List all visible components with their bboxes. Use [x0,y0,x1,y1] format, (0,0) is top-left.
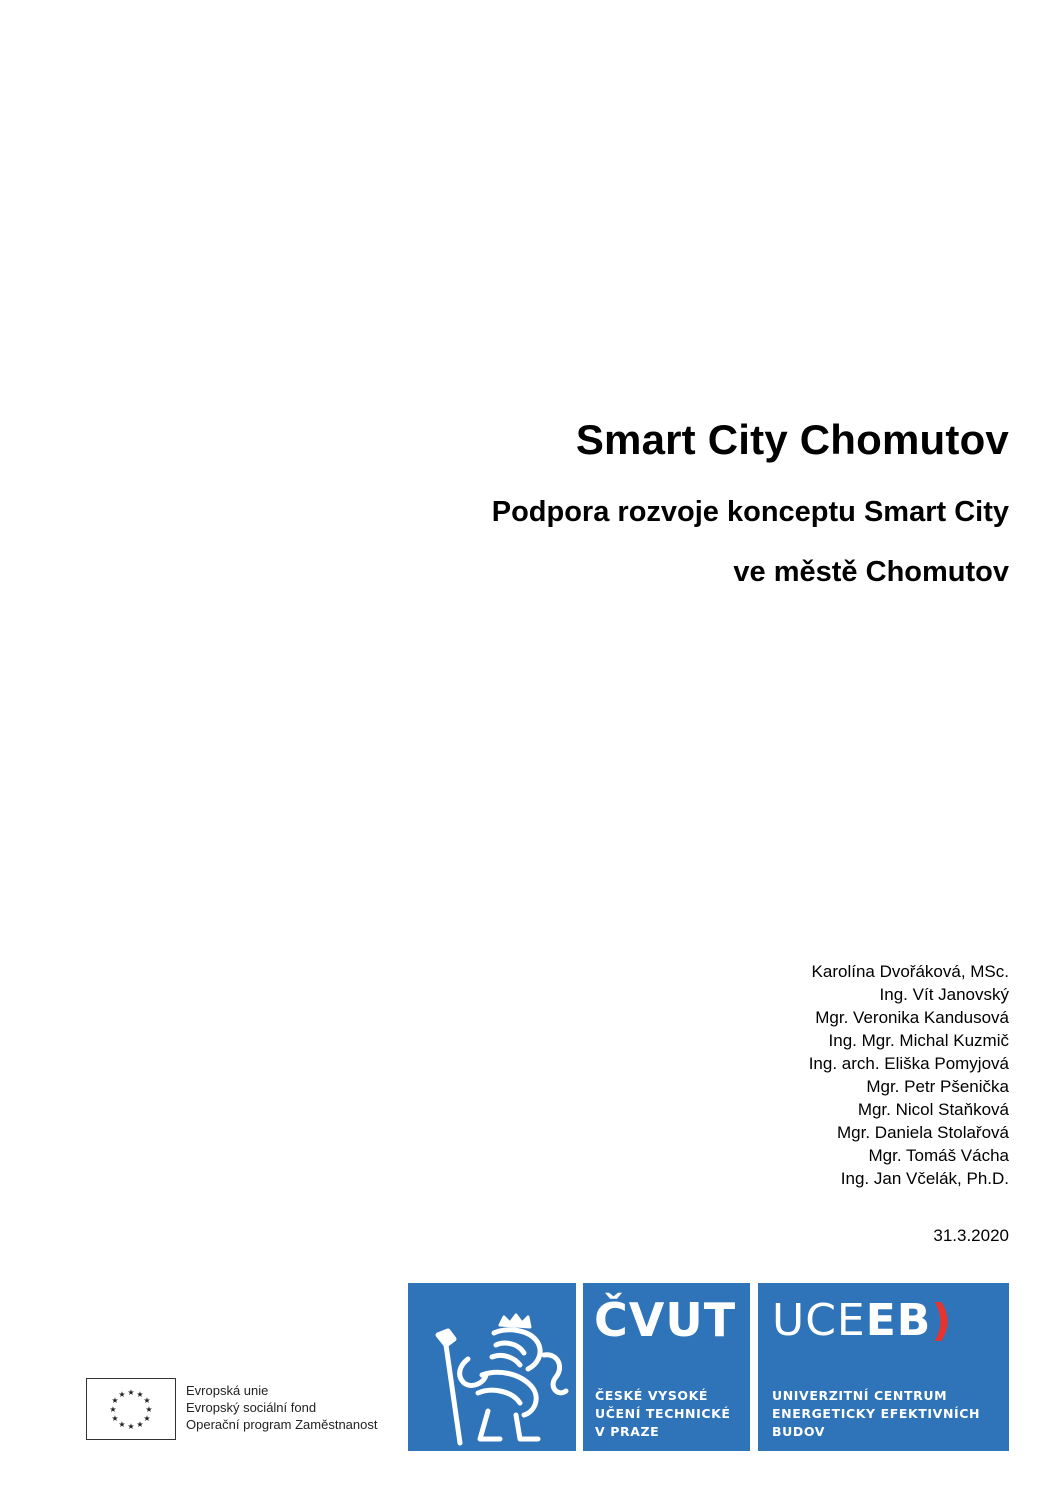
svg-text:★: ★ [136,1420,144,1429]
eu-text [186,1382,377,1433]
eu-line-2: Evropský sociální fond [186,1400,317,1415]
subtitle-line-1: Podpora rozvoje konceptu Smart City [491,496,1009,528]
eu-flag-icon [86,1378,176,1440]
document-date: 31.3.2020 [933,1226,1009,1245]
author: Ing. Jan Včelák, Ph.D. [840,1169,1009,1188]
svg-text:★: ★ [127,1422,135,1431]
author: Mgr. Veronika Kandusová [815,1008,1009,1027]
author: Ing. Mgr. Michal Kuzmič [828,1031,1009,1050]
svg-text:★: ★ [136,1390,144,1399]
document-subtitle [492,482,1009,602]
subtitle-line-2: ve městě Chomutov [733,556,1009,588]
uceeb-line-1: UNIVERZITNÍ CENTRUM [772,1388,948,1403]
author: Ing. arch. Eliška Pomyjová [808,1054,1009,1073]
svg-text:★: ★ [111,1414,119,1423]
author: Mgr. Nicol Staňková [857,1100,1009,1119]
author: Mgr. Daniela Stolařová [837,1123,1009,1142]
svg-text:★: ★ [145,1405,153,1414]
uceeb-word-thin: UCE [772,1295,866,1346]
cvut-lion-logo [408,1283,576,1451]
title-block [492,410,1009,602]
cvut-line-2: UČENÍ TECHNICKÉ [595,1406,731,1421]
uceeb-wordmark [772,1295,952,1346]
author: Karolína Dvořáková, MSc. [811,962,1009,981]
eu-logo [86,1378,406,1442]
svg-text:★: ★ [109,1405,117,1414]
eu-line-3: Operační program Zaměstnanost [186,1417,378,1432]
uceeb-full-name [772,1387,980,1441]
uceeb-paren: ) [931,1295,953,1346]
svg-text:★: ★ [111,1396,119,1405]
eu-line-1: Evropská unie [186,1383,269,1398]
uceeb-word-bold: EB [865,1295,932,1346]
author: Mgr. Petr Pšenička [866,1077,1009,1096]
document-title: Smart City Chomutov [575,416,1009,463]
cvut-line-1: ČESKÉ VYSOKÉ [595,1388,709,1403]
author: Mgr. Tomáš Vácha [868,1146,1009,1165]
svg-text:★: ★ [127,1388,135,1397]
uceeb-logo [758,1283,1009,1451]
author-list [809,960,1009,1190]
uceeb-line-3: BUDOV [772,1424,826,1439]
svg-text:★: ★ [143,1396,151,1405]
author: Ing. Vít Janovský [879,985,1009,1004]
svg-text:★: ★ [143,1414,151,1423]
svg-text:★: ★ [118,1420,126,1429]
cvut-full-name [595,1387,731,1441]
cvut-line-3: V PRAZE [595,1424,660,1439]
svg-text:★: ★ [118,1390,126,1399]
cvut-wordmark: ČVUT [594,1293,737,1347]
uceeb-line-2: ENERGETICKY EFEKTIVNÍCH [772,1406,981,1421]
cvut-logo [583,1283,750,1451]
cvut-lion-icon [408,1283,576,1451]
